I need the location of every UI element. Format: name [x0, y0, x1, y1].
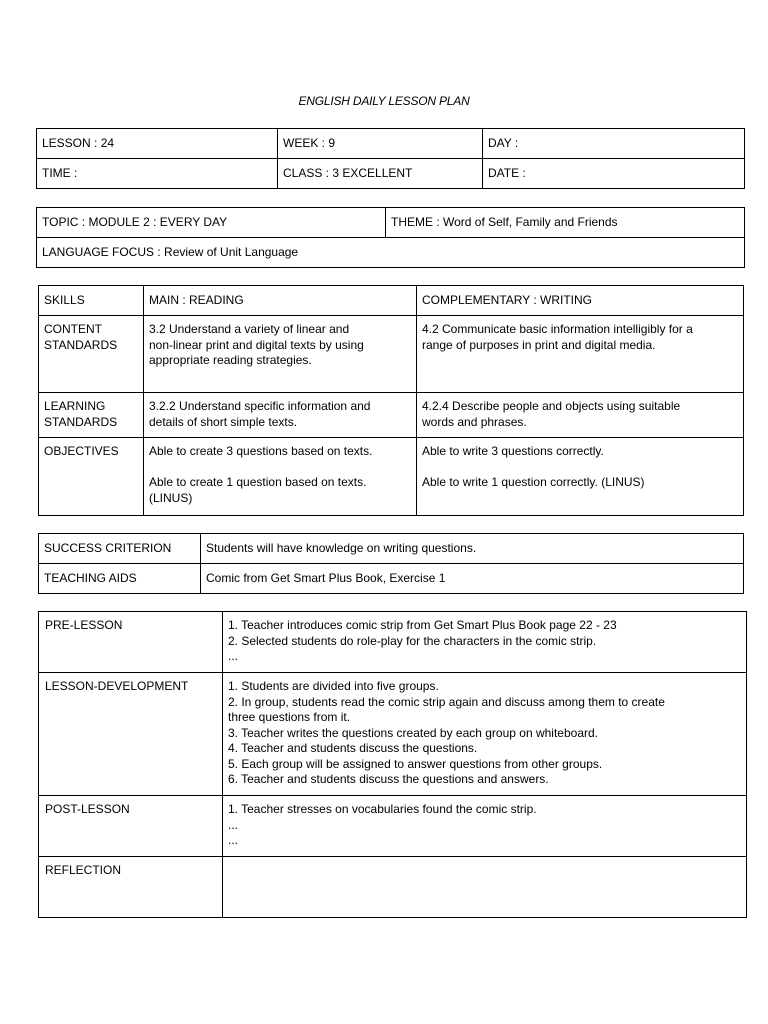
objective-line: Able to write 3 questions correctly. — [422, 444, 604, 458]
step-line: ... — [228, 817, 239, 832]
step-line: 1. Teacher introduces comic strip from Get Smart Plus Book page 22 - 23 — [228, 618, 617, 632]
reflection-content[interactable] — [223, 857, 747, 918]
step-line: 2. Selected students do role-play for the characters in the comic strip. — [228, 633, 597, 648]
objectives-label: OBJECTIVES — [39, 438, 144, 516]
step-line: 4. Teacher and students discuss the questions. — [228, 741, 478, 755]
lesson-cell: LESSON : 24 — [37, 129, 278, 159]
learning-label-line: LEARNING — [44, 399, 106, 413]
class-cell: CLASS : 3 EXCELLENT — [278, 159, 483, 189]
post-lesson-row — [39, 796, 747, 857]
content-label-line: CONTENT — [44, 322, 102, 336]
success-table — [38, 533, 744, 594]
reflection-label: REFLECTION — [39, 857, 223, 918]
language-focus-cell: LANGUAGE FOCUS : Review of Unit Language — [37, 238, 745, 268]
content-standard-main — [144, 316, 417, 393]
info-row-2 — [37, 159, 745, 189]
learning-standard-complementary — [417, 393, 744, 438]
topic-table — [36, 207, 745, 268]
step-line: ... — [228, 649, 239, 663]
step-line: three questions from it. — [228, 710, 351, 724]
spacer — [422, 460, 738, 476]
info-row-1 — [37, 129, 745, 159]
step-line: 5. Each group will be assigned to answer questions from other groups. — [228, 756, 603, 771]
text-line: non-linear print and digital texts by using — [149, 337, 364, 352]
learning-standard-main — [144, 393, 417, 438]
teaching-aids-value: Comic from Get Smart Plus Book, Exercise 1 — [201, 564, 744, 594]
day-cell: DAY : — [483, 129, 745, 159]
objective-line: Able to write 1 question correctly. (LINUS) — [422, 475, 645, 489]
text-line: range of purposes in print and digital media. — [422, 337, 656, 352]
post-lesson-content — [223, 796, 747, 857]
lesson-development-label: LESSON-DEVELOPMENT — [39, 673, 223, 796]
spacer — [149, 460, 411, 476]
standards-label-line: STANDARDS — [44, 337, 118, 352]
lesson-development-row — [39, 673, 747, 796]
main-skill: MAIN : READING — [144, 286, 417, 316]
step-line: 3. Teacher writes the questions created by each group on whiteboard. — [228, 725, 599, 740]
reflection-row — [39, 857, 747, 918]
text-line: 3.2 Understand a variety of linear and — [149, 322, 350, 336]
learning-standards-row — [39, 393, 744, 438]
content-standard-complementary — [417, 316, 744, 393]
objective-line: Able to create 1 question based on texts. — [149, 475, 367, 489]
post-lesson-label: POST-LESSON — [39, 796, 223, 857]
teaching-aids-label: TEACHING AIDS — [39, 564, 201, 594]
step-line: 6. Teacher and students discuss the questions and answers. — [228, 772, 549, 786]
text-line: appropriate reading strategies. — [149, 353, 312, 367]
skills-label: SKILLS — [39, 286, 144, 316]
step-line: ... — [228, 833, 239, 847]
lesson-info-table — [36, 128, 745, 189]
text-line: 3.2.2 Understand specific information and — [149, 399, 371, 413]
lesson-flow-table — [38, 611, 747, 918]
objectives-main — [144, 438, 417, 516]
success-criterion-label: SUCCESS CRITERION — [39, 534, 201, 564]
content-standards-label — [39, 316, 144, 393]
complementary-skill: COMPLEMENTARY : WRITING — [417, 286, 744, 316]
text-line: 4.2 Communicate basic information intelligibly for a — [422, 322, 693, 336]
pre-lesson-label: PRE-LESSON — [39, 612, 223, 673]
week-cell: WEEK : 9 — [278, 129, 483, 159]
date-cell: DATE : — [483, 159, 745, 189]
step-line: 1. Teacher stresses on vocabularies found the comic strip. — [228, 802, 537, 816]
language-focus-row — [37, 238, 745, 268]
objective-line: Able to create 3 questions based on texts. — [149, 444, 373, 458]
standards-label-line: STANDARDS — [44, 414, 118, 429]
text-line: details of short simple texts. — [149, 414, 298, 429]
page-title: ENGLISH DAILY LESSON PLAN — [298, 94, 470, 108]
skills-header-row — [39, 286, 744, 316]
topic-row — [37, 208, 745, 238]
topic-cell: TOPIC : MODULE 2 : EVERY DAY — [37, 208, 386, 238]
time-cell: TIME : — [37, 159, 278, 189]
content-standards-row — [39, 316, 744, 393]
learning-standards-label — [39, 393, 144, 438]
success-criterion-row — [39, 534, 744, 564]
step-line: 1. Students are divided into five groups. — [228, 679, 439, 693]
step-line: 2. In group, students read the comic strip again and discuss among them to create — [228, 694, 665, 709]
objectives-row — [39, 438, 744, 516]
skills-table — [38, 285, 744, 516]
text-line: 4.2.4 Describe people and objects using suitable — [422, 399, 681, 413]
teaching-aids-row — [39, 564, 744, 594]
pre-lesson-row — [39, 612, 747, 673]
pre-lesson-content — [223, 612, 747, 673]
success-criterion-value: Students will have knowledge on writing questions. — [201, 534, 744, 564]
objective-line: (LINUS) — [149, 490, 193, 505]
theme-cell: THEME : Word of Self, Family and Friends — [386, 208, 745, 238]
objectives-complementary — [417, 438, 744, 516]
lesson-development-content — [223, 673, 747, 796]
text-line: words and phrases. — [422, 414, 527, 429]
